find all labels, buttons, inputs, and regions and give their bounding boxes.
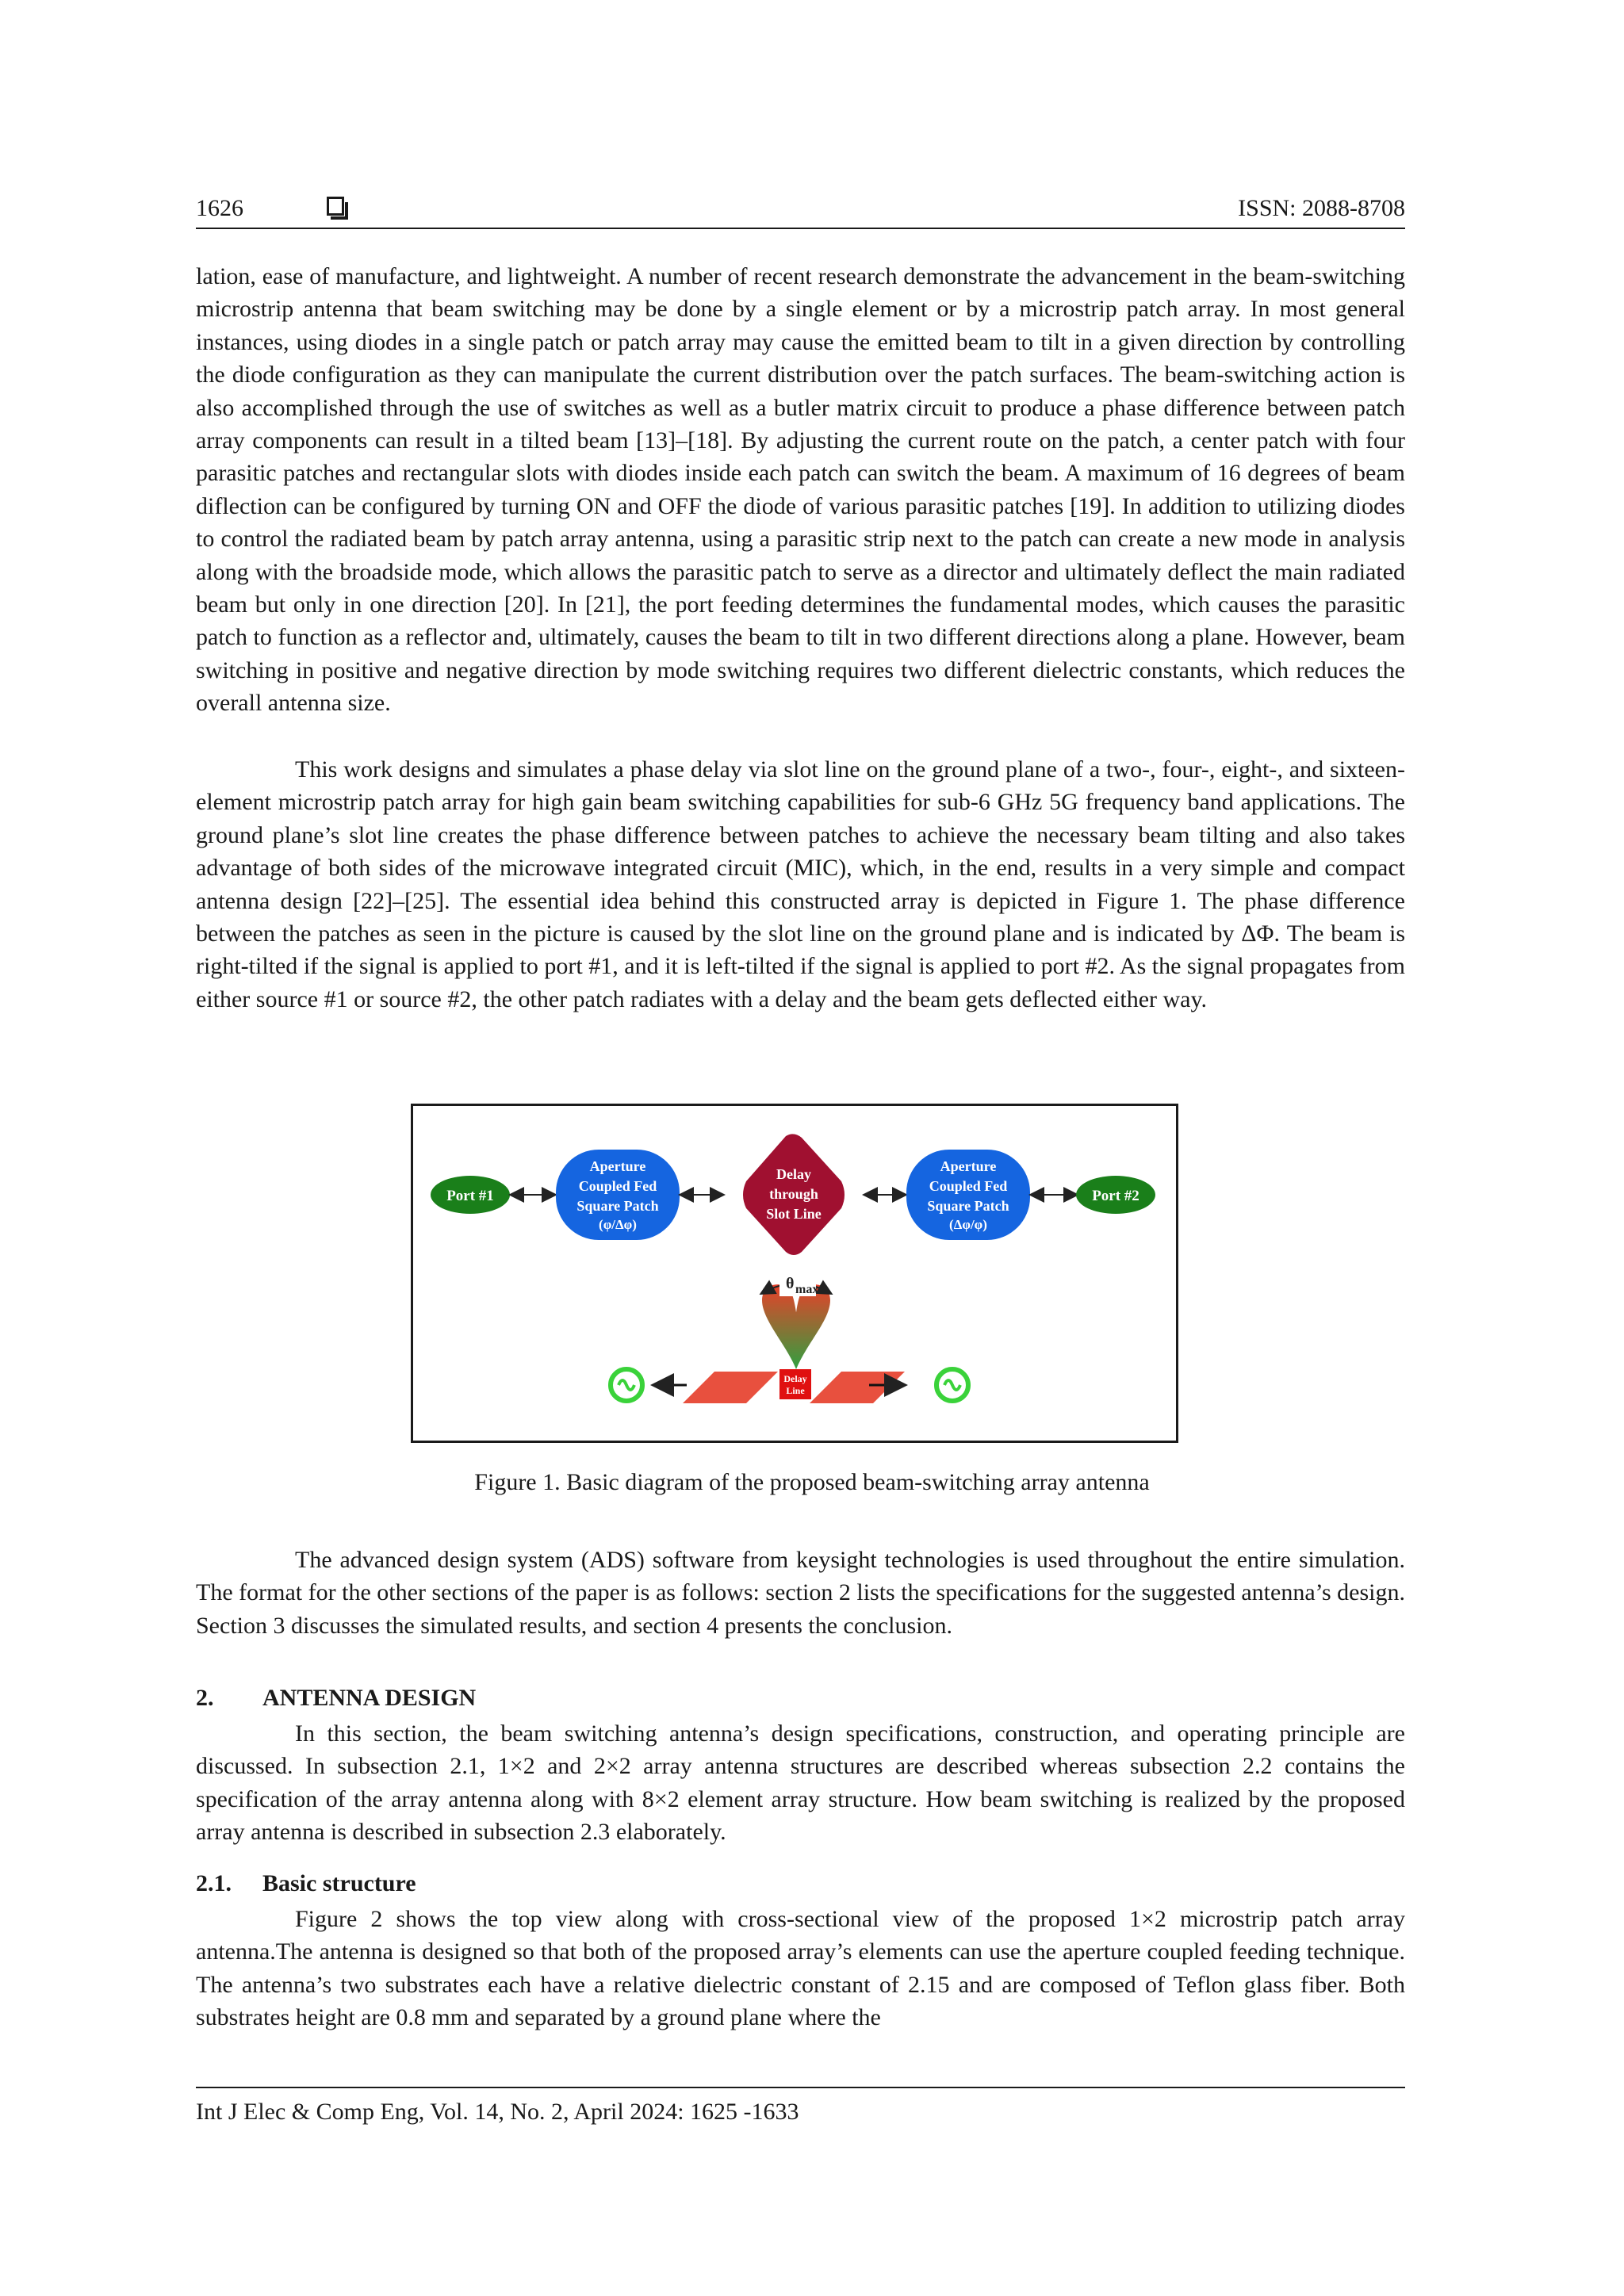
delay-line-1: Delay — [776, 1166, 811, 1182]
bottom-patch-right — [810, 1372, 905, 1403]
port-1-label: Port #1 — [446, 1188, 494, 1204]
patch-2-line-1: Aperture — [940, 1158, 997, 1174]
paragraph-4: In this section, the beam switching antenna’s design specifications, construction, and operating principle are discussed. In subsection 2.1, 1×2 and 2×2 array antenna structures are described whereas subsection 2.2 contains the specification of the array antenna along with 8×2 element array structure. How beam switching is realized by the proposed array antenna is described in subsection 2.3 elaborately. — [196, 1720, 1405, 1846]
delay-line-label-1: Delay — [783, 1373, 807, 1384]
delay-line-label-2: Line — [786, 1385, 805, 1396]
figure-1-diagram — [413, 1106, 1176, 1441]
section-2-1-number: 2.1. — [196, 1870, 232, 1896]
section-2-1-heading — [196, 1870, 416, 1897]
paragraph-1: lation, ease of manufacture, and lightweight. A number of recent research demonstrate the advancement in the beam-switching microstrip antenna that beam switching may be done by a single element or by a microstrip patch array. In most general instances, using diodes in a single patch or patch array may cause the emitted beam to tilt in a given direction by controlling the diode configuration as they can manipulate the current distribution over the patch surfaces. The beam-switching action is also accomplished through the use of switches as well as a butler matrix circuit to produce a phase difference between patch array components can result in a tilted beam [13]–[18]. By adjusting the current route on the patch, a center patch with four parasitic patches and rectangular slots with diodes inside each patch can switch the beam. A maximum of 16 degrees of beam diflection can be configured by turning ON and OFF the diode of various parasitic patches [19]. In addition to utilizing diodes to control the radiated beam by patch array antenna, using a parasitic strip next to the patch can create a new mode in analysis along with the broadside mode, which allows the parasitic patch to serve as a director and ultimately deflect the main radiated beam but only in one direction [20]. In [21], the port feeding determines the fundamental modes, which causes the parasitic patch to function as a reflector and, ultimately, causes the beam to tilt in two different directions along a plane. However, beam switching in positive and negative direction by mode switching requires two different dielectric constants, which reduces the overall antenna size. — [196, 263, 1405, 717]
issn: ISSN: 2088-8708 — [1238, 195, 1405, 221]
patch-2-line-3: Square Patch — [927, 1198, 1009, 1214]
header-rule — [196, 228, 1405, 229]
beam-left — [762, 1284, 798, 1369]
patch-1-line-2: Coupled Fed — [578, 1178, 657, 1194]
beam-right — [795, 1284, 830, 1369]
page-number: 1626 — [196, 195, 243, 221]
figure-1-caption: Figure 1. Basic diagram of the proposed beam-switching array antenna — [474, 1469, 1150, 1495]
source-2-icon — [936, 1369, 968, 1401]
section-2-1-title: Basic structure — [262, 1870, 416, 1896]
delay-line-2: through — [769, 1186, 818, 1202]
theta-subscript: max — [795, 1283, 819, 1296]
patch-2-line-4: (Δφ/φ) — [949, 1217, 987, 1232]
section-2-title: ANTENNA DESIGN — [262, 1685, 477, 1711]
patch-1-line-4: (φ/Δφ) — [599, 1217, 637, 1232]
figure-1 — [411, 1104, 1178, 1443]
section-2-heading — [196, 1685, 476, 1712]
paragraph-5: Figure 2 shows the top view along with cross-sectional view of the proposed 1×2 microstrip patch array antenna.The antenna is designed so that both of the proposed array’s elements can use the aperture coupled feeding technique. The antenna’s two substrates each have a relative dielectric constant of 2.15 and are composed of Teflon glass fiber. Both substrates height are 0.8 mm and separated by a ground plane where the — [196, 1906, 1405, 2031]
patch-1-line-3: Square Patch — [576, 1198, 659, 1214]
patch-2-line-2: Coupled Fed — [929, 1178, 1008, 1194]
section-2-number: 2. — [196, 1685, 214, 1711]
port-2-label: Port #2 — [1092, 1188, 1139, 1204]
footer-rule — [196, 2087, 1405, 2088]
bottom-patch-left — [683, 1372, 778, 1403]
paragraph-2: This work designs and simulates a phase delay via slot line on the ground plane of a two-, four-, eight-, and sixteen-element microstrip patch array for high gain beam switching capabilities for sub-6 GHz 5G frequency band applications. The ground plane’s slot line creates the phase difference between patches to achieve the necessary beam tilting and also takes advantage of both sides of the microwave integrated circuit (MIC), which, in the end, results in a very simple and compact antenna design [22]–[25]. The essential idea behind this constructed array is depicted in Figure 1. The phase difference between the patches as seen in the picture is caused by the slot line on the ground plane and is indicated by ΔΦ. The beam is right-tilted if the signal is applied to port #1, and it is left-tilted if the signal is applied to port #2. As the signal propagates from either source #1 or source #2, the other patch radiates with a delay and the beam gets deflected either way. — [196, 756, 1405, 1012]
delay-line-3: Slot Line — [766, 1206, 822, 1222]
footer-citation: Int J Elec & Comp Eng, Vol. 14, No. 2, April 2024: 1625 -1633 — [196, 2099, 799, 2125]
box-icon — [327, 197, 344, 216]
paragraph-3: The advanced design system (ADS) software from keysight technologies is used throughout the entire simulation. The format for the other sections of the paper is as follows: section 2 lists the specifications for the suggested antenna’s design. Section 3 discusses the simulated results, and section 4 presents the conclusion. — [196, 1547, 1405, 1639]
source-1-icon — [611, 1369, 642, 1401]
patch-1-line-1: Aperture — [589, 1158, 646, 1174]
theta-label: θ — [786, 1275, 795, 1292]
